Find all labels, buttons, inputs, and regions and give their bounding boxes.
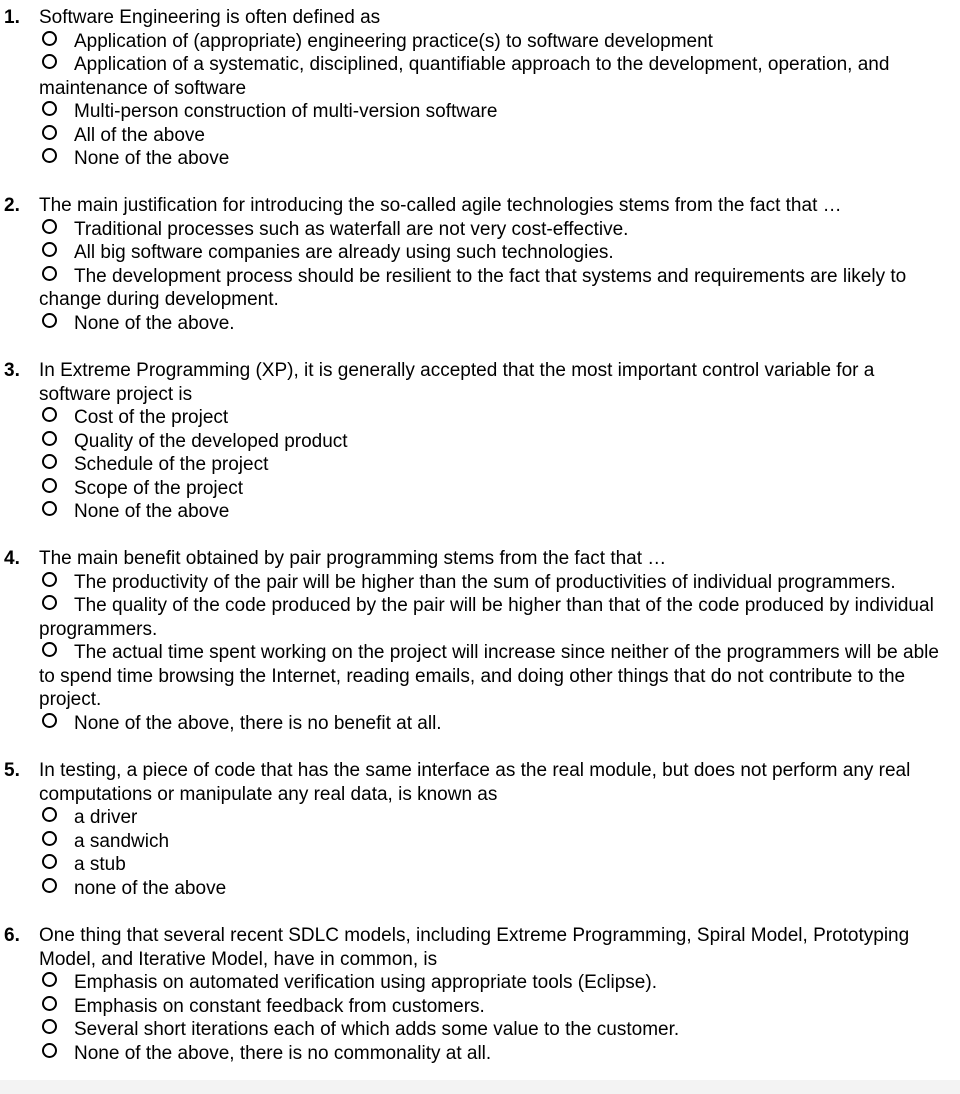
option-label: All big software companies are already using such technologies. [74, 242, 614, 263]
option-label: The productivity of the pair will be higher than the sum of productivities of individual programmers. [74, 571, 896, 593]
option-1d[interactable] [39, 124, 957, 148]
radio-circle-icon[interactable] [42, 242, 57, 257]
option-label: None of the above [74, 501, 230, 522]
radio-circle-icon[interactable] [42, 431, 57, 446]
option-label: Application of (appropriate) engineering practice(s) to software development [74, 30, 713, 52]
radio-circle-icon[interactable] [42, 148, 57, 163]
radio-circle-icon[interactable] [42, 713, 57, 728]
option-label: The development process should be resilient to the fact that systems and requirements are likely to change during development. [39, 265, 907, 310]
option-4d[interactable] [39, 712, 957, 736]
option-4c[interactable] [39, 641, 957, 712]
question-number: 5. [4, 760, 20, 781]
option-6b[interactable] [39, 995, 957, 1019]
question-number: 6. [4, 925, 20, 946]
option-label: None of the above, there is no commonality at all. [74, 1042, 492, 1064]
question-number: 1. [4, 7, 20, 28]
question-3 [0, 359, 960, 524]
option-6d[interactable] [39, 1042, 957, 1066]
radio-circle-icon[interactable] [42, 972, 57, 987]
radio-circle-icon[interactable] [42, 854, 57, 869]
option-4a[interactable] [39, 571, 957, 595]
radio-circle-icon[interactable] [42, 501, 57, 516]
radio-circle-icon[interactable] [42, 266, 57, 281]
radio-circle-icon[interactable] [42, 595, 57, 610]
question-text: The main justification for introducing the so-called agile technologies stems from the fact that … [39, 195, 842, 216]
option-6a[interactable] [39, 971, 957, 995]
radio-circle-icon[interactable] [42, 996, 57, 1011]
option-6c[interactable] [39, 1018, 957, 1042]
option-label: Emphasis on constant feedback from customers. [74, 995, 485, 1017]
option-label: a driver [74, 807, 138, 828]
option-label: The quality of the code produced by the pair will be higher than that of the code produced by individual programmers. [39, 595, 934, 640]
question-text: In testing, a piece of code that has the same interface as the real module, but does not perform any real computations or manipulate any real data, is known as [39, 760, 911, 805]
page-bottom-strip [0, 1080, 960, 1094]
option-label: None of the above [74, 148, 230, 169]
option-5c[interactable] [39, 853, 957, 877]
question-number: 2. [4, 195, 20, 216]
option-1a[interactable] [39, 30, 957, 54]
option-3e[interactable] [39, 500, 957, 524]
option-label: Traditional processes such as waterfall are not very cost-effective. [74, 218, 629, 240]
option-label: Scope of the project [74, 477, 243, 499]
option-label: none of the above [74, 877, 227, 899]
question-number: 4. [4, 548, 20, 569]
radio-circle-icon[interactable] [42, 807, 57, 822]
option-3a[interactable] [39, 406, 957, 430]
radio-circle-icon[interactable] [42, 454, 57, 469]
option-label: a sandwich [74, 830, 170, 852]
question-number: 3. [4, 360, 20, 381]
option-3b[interactable] [39, 430, 957, 454]
radio-circle-icon[interactable] [42, 1019, 57, 1034]
option-label: Several short iterations each of which adds some value to the customer. [74, 1019, 680, 1040]
option-label: Emphasis on automated verification using appropriate tools (Eclipse). [74, 972, 657, 993]
option-5d[interactable] [39, 877, 957, 901]
radio-circle-icon[interactable] [42, 572, 57, 587]
radio-circle-icon[interactable] [42, 878, 57, 893]
question-text: The main benefit obtained by pair programming stems from the fact that … [39, 548, 667, 569]
question-text: One thing that several recent SDLC models, including Extreme Programming, Spiral Model, Prototyping Model, and Iterative Model, have in common, is [39, 925, 910, 970]
radio-circle-icon[interactable] [42, 54, 57, 69]
option-1e[interactable] [39, 147, 957, 171]
radio-circle-icon[interactable] [42, 313, 57, 328]
option-label: Quality of the developed product [74, 430, 348, 452]
radio-circle-icon[interactable] [42, 31, 57, 46]
option-label: The actual time spent working on the project will increase since neither of the programmers will be able to spend time browsing the Internet, reading emails, and doing other things that do not contribute to the project. [39, 642, 939, 710]
question-1 [0, 6, 960, 171]
option-label: Application of a systematic, disciplined, quantifiable approach to the development, operation, and maintenance of software [39, 54, 890, 99]
option-label: None of the above, there is no benefit at all. [74, 712, 442, 734]
radio-circle-icon[interactable] [42, 478, 57, 493]
option-2c[interactable] [39, 265, 957, 312]
option-4b[interactable] [39, 594, 957, 641]
question-5 [0, 759, 960, 900]
option-label: a stub [74, 854, 126, 875]
radio-circle-icon[interactable] [42, 831, 57, 846]
radio-circle-icon[interactable] [42, 101, 57, 116]
option-2b[interactable] [39, 241, 957, 265]
radio-circle-icon[interactable] [42, 125, 57, 140]
option-1b[interactable] [39, 53, 957, 100]
question-text: In Extreme Programming (XP), it is generally accepted that the most important control variable for a software project is [39, 360, 875, 405]
radio-circle-icon[interactable] [42, 219, 57, 234]
question-text: Software Engineering is often defined as [39, 7, 381, 28]
radio-circle-icon[interactable] [42, 1043, 57, 1058]
radio-circle-icon[interactable] [42, 642, 57, 657]
option-label: Multi-person construction of multi-version software [74, 101, 498, 122]
option-label: Schedule of the project [74, 454, 269, 475]
option-2a[interactable] [39, 218, 957, 242]
option-label: None of the above. [74, 312, 235, 334]
option-label: Cost of the project [74, 407, 229, 428]
option-5a[interactable] [39, 806, 957, 830]
option-3c[interactable] [39, 453, 957, 477]
radio-circle-icon[interactable] [42, 407, 57, 422]
option-5b[interactable] [39, 830, 957, 854]
option-3d[interactable] [39, 477, 957, 501]
option-label: All of the above [74, 124, 205, 146]
option-2d[interactable] [39, 312, 957, 336]
option-1c[interactable] [39, 100, 957, 124]
question-4 [0, 547, 960, 735]
question-2 [0, 194, 960, 335]
question-6 [0, 924, 960, 1065]
